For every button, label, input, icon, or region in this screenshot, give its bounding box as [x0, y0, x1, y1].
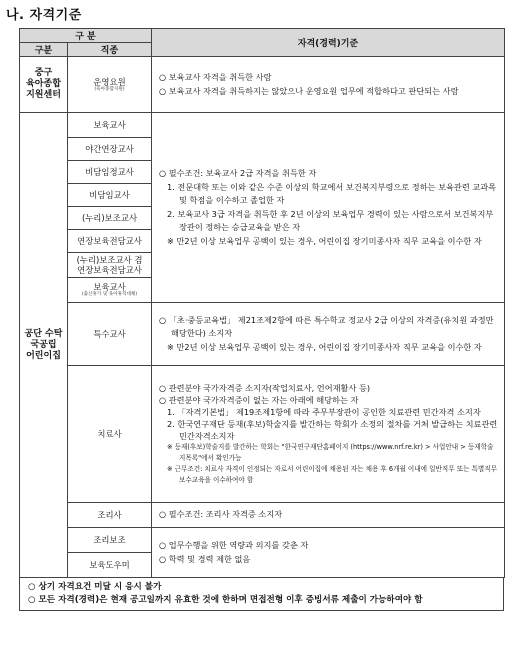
header-row-1: [20, 29, 505, 43]
footer-note-1: ○ 상기 자격요건 미달 시 응시 불가: [28, 582, 162, 592]
req-therapist-1: ○ 관련분야 국가자격증 소지자(작업치료사, 언어재활사 등): [159, 383, 371, 393]
req-therapist: [152, 366, 505, 503]
req-teacher-main: ○ 필수조건: 보육교사 2급 자격을 취득한 자: [159, 168, 317, 178]
header-requirements: 자격(경력)기준: [152, 29, 505, 57]
req-cook: ○ 필수조건: 조리사 자격증 소지자: [152, 503, 505, 528]
req-assist-1: ○ 업무수행을 위한 역량과 의지를 갖춘 자: [159, 540, 309, 550]
job-a-5: 연장보육전담교사: [68, 230, 152, 253]
table-row: [20, 113, 505, 138]
req-assist-2: ○ 학력 및 경력 제한 없음: [159, 553, 251, 564]
job-therapist: 치료사: [68, 366, 152, 503]
req-special-main: ○ 「초·중등교육법」 제21조제2항에 따른 특수학교 정교사 2급 이상의 자격증(유치원 과정만 해당한다) 소지자: [159, 314, 494, 339]
gubun-center-label: 중구 육아종합 지원센터: [26, 68, 61, 100]
job-care-assist: 보육도우미: [68, 553, 152, 578]
req-therapist-2: ○ 관련분야 국가자격증이 없는 자는 아래에 해당하는 자: [159, 395, 359, 405]
footer-notes: [19, 578, 504, 611]
gubun-daycare-label: 공단 수탁 국공립 어린이집: [24, 328, 63, 361]
req-special-note: ※ 만2년 이상 보육업무 공백이 있는 경우, 어린이집 장기미종사자 직무 교육을 이수한 자: [167, 341, 482, 352]
req-teacher-note: ※ 만2년 이상 보육업무 공백이 있는 경우, 어린이집 장기미종사자 직무 교육을 이수한 자: [167, 235, 482, 246]
req-therapist-3: 1. 「자격기본법」 제19조제1항에 따라 주무부장관이 공인한 치료관련 민간자격 소지자: [167, 407, 481, 417]
job-special: 특수교사: [68, 303, 152, 366]
footer-note-2: ○ 모든 자격(경력)은 현재 공고일까지 유효한 것에 한하며 면접전형 이후 증빙서류 제출이 가능하여야 함: [28, 595, 423, 605]
header-job: 직종: [68, 43, 152, 57]
job-a-7-note: (출산휴가 및 육아휴직대체): [81, 292, 138, 297]
job-a-3: 비담임교사: [68, 184, 152, 207]
table-row-special: [20, 303, 505, 366]
qualification-table: [19, 28, 505, 578]
table-row-therapist: [20, 366, 505, 503]
req-center-2: ○ 보육교사 자격을 취득하지는 않았으나 운영요원 업무에 적합하다고 판단되는 사람: [159, 85, 459, 96]
job-cook: 조리사: [68, 503, 152, 528]
req-therapist-note2: ※ 근무조건: 치료사 자격이 인정되는 자로서 어린이집에 채용된 자는 채용 후 6개월 이내에 일반직무 또는 특별직무 보수교육을 이수하여야 함: [167, 465, 498, 484]
job-a-4: (누리)보조교사: [68, 207, 152, 230]
job-a-2: 비담임정교사: [68, 161, 152, 184]
job-a-6: (누리)보조교사 겸 연장보육전담교사: [68, 253, 152, 278]
table-row-cook: [20, 503, 505, 528]
req-assist: [152, 528, 505, 578]
req-therapist-note1: ※ 등재(후보)학술지를 발간하는 학회는 "한국연구재단홈페이지 (https://www.nrf.re.kr) > 사업안내 > 등재학술지목록"에서 확인가능: [167, 443, 494, 462]
req-therapist-4: 2. 한국연구재단 등재(후보)학술지를 발간하는 학회가 소정의 절차를 거쳐 발급하는 치료관련 민간자격소지자: [167, 419, 498, 441]
req-special: [152, 303, 505, 366]
req-teacher: [152, 113, 505, 303]
req-teacher-item1: 1. 전문대학 또는 이와 같은 수준 이상의 학교에서 보건복지부령으로 정하는 보육관련 교과목 및 학점을 이수하고 졸업한 자: [167, 181, 497, 205]
table-row-cook-assist: [20, 528, 505, 553]
gubun-center: [20, 57, 68, 113]
job-operator-note: (육아종합지원): [94, 86, 125, 92]
job-a-7: 보육교사: [93, 282, 126, 292]
job-a-1: 야간연장교사: [68, 138, 152, 161]
gubun-daycare: [20, 113, 68, 578]
section-heading: 나. 자격기준: [6, 8, 82, 23]
req-center: [152, 57, 505, 113]
qualification-table-wrap: [19, 28, 504, 611]
req-center-1: ○ 보육교사 자격을 취득한 사람: [159, 72, 272, 82]
header-gubun: 구분: [20, 43, 68, 57]
job-operator: 운영요원: [93, 76, 126, 87]
job-cell-operator: [68, 57, 152, 113]
job-a-0: 보육교사: [68, 113, 152, 138]
job-cook-assist: 조리보조: [68, 528, 152, 553]
req-teacher-item2: 2. 보육교사 3급 자격을 취득한 후 2년 이상의 보육업무 경력이 있는 사람으로서 보건복지부 장관이 정하는 승급교육을 받은 자: [167, 208, 494, 232]
table-row-center: [20, 57, 505, 113]
job-a-7-cell: [68, 278, 152, 303]
header-group: 구 분: [20, 29, 152, 43]
